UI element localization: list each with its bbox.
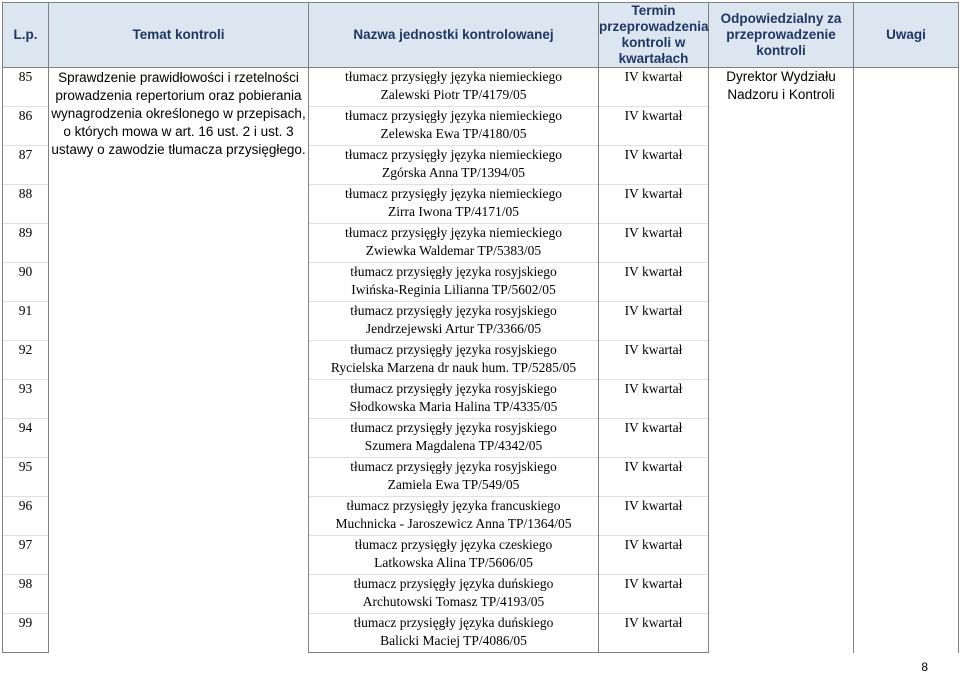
row-unit bbox=[309, 419, 599, 458]
unit-name: Archutowski Tomasz TP/4193/05 bbox=[362, 594, 545, 609]
unit-type: tłumacz przysięgły języka niemieckiego bbox=[344, 108, 563, 123]
row-term: IV kwartał bbox=[599, 302, 709, 341]
row-lp: 87 bbox=[3, 146, 49, 185]
row-term: IV kwartał bbox=[599, 458, 709, 497]
row-lp: 91 bbox=[3, 302, 49, 341]
unit-name: Słodkowska Maria Halina TP/4335/05 bbox=[349, 399, 558, 414]
row-lp: 86 bbox=[3, 107, 49, 146]
table-header-row bbox=[3, 3, 959, 68]
row-lp: 99 bbox=[3, 614, 49, 653]
row-term: IV kwartał bbox=[599, 146, 709, 185]
row-unit bbox=[309, 107, 599, 146]
row-unit bbox=[309, 380, 599, 419]
unit-type: tłumacz przysięgły języka duńskiego bbox=[353, 576, 554, 591]
row-lp: 90 bbox=[3, 263, 49, 302]
inspection-plan-table bbox=[2, 2, 959, 653]
unit-type: tłumacz przysięgły języka niemieckiego bbox=[344, 147, 563, 162]
unit-type: tłumacz przysięgły języka rosyjskiego bbox=[350, 381, 557, 396]
unit-name: Rycielska Marzena dr nauk hum. TP/5285/05 bbox=[330, 360, 577, 375]
unit-type: tłumacz przysięgły języka rosyjskiego bbox=[350, 264, 557, 279]
unit-name: Szumera Magdalena TP/4342/05 bbox=[364, 438, 543, 453]
row-unit bbox=[309, 341, 599, 380]
notes-cell bbox=[854, 68, 959, 653]
unit-type: tłumacz przysięgły języka niemieckiego bbox=[344, 69, 563, 84]
row-term: IV kwartał bbox=[599, 614, 709, 653]
topic-cell bbox=[49, 68, 309, 653]
row-unit bbox=[309, 614, 599, 653]
unit-name: Zalewski Piotr TP/4179/05 bbox=[380, 87, 527, 102]
row-term: IV kwartał bbox=[599, 185, 709, 224]
header-topic: Temat kontroli bbox=[49, 3, 309, 68]
unit-name: Balicki Maciej TP/4086/05 bbox=[380, 633, 527, 648]
responsible-cell bbox=[709, 68, 854, 653]
row-term: IV kwartał bbox=[599, 68, 709, 107]
unit-type: tłumacz przysięgły języka niemieckiego bbox=[344, 225, 563, 240]
row-unit bbox=[309, 263, 599, 302]
row-term: IV kwartał bbox=[599, 224, 709, 263]
row-term: IV kwartał bbox=[599, 536, 709, 575]
row-unit bbox=[309, 146, 599, 185]
row-unit bbox=[309, 458, 599, 497]
row-term: IV kwartał bbox=[599, 263, 709, 302]
unit-name: Muchnicka - Jaroszewicz Anna TP/1364/05 bbox=[335, 516, 572, 531]
row-term: IV kwartał bbox=[599, 497, 709, 536]
header-responsible: Odpowiedzialny za przeprowadzenie kontroli bbox=[709, 3, 854, 68]
unit-name: Zwiewka Waldemar TP/5383/05 bbox=[365, 243, 542, 258]
row-term: IV kwartał bbox=[599, 341, 709, 380]
unit-type: tłumacz przysięgły języka czeskiego bbox=[354, 537, 553, 552]
row-unit bbox=[309, 536, 599, 575]
unit-name: Jendrzejewski Artur TP/3366/05 bbox=[365, 321, 542, 336]
unit-type: tłumacz przysięgły języka rosyjskiego bbox=[350, 459, 557, 474]
unit-name: Zgórska Anna TP/1394/05 bbox=[382, 165, 525, 180]
row-unit bbox=[309, 497, 599, 536]
row-unit bbox=[309, 224, 599, 263]
row-lp: 96 bbox=[3, 497, 49, 536]
row-lp: 93 bbox=[3, 380, 49, 419]
unit-name: Latkowska Alina TP/5606/05 bbox=[374, 555, 533, 570]
row-lp: 95 bbox=[3, 458, 49, 497]
unit-type: tłumacz przysięgły języka rosyjskiego bbox=[350, 303, 557, 318]
row-lp: 88 bbox=[3, 185, 49, 224]
row-term: IV kwartał bbox=[599, 107, 709, 146]
row-term: IV kwartał bbox=[599, 380, 709, 419]
unit-name: Iwińska-Reginia Lilianna TP/5602/05 bbox=[351, 282, 556, 297]
table-row bbox=[3, 68, 959, 107]
unit-name: Zirra Iwona TP/4171/05 bbox=[388, 204, 519, 219]
unit-type: tłumacz przysięgły języka niemieckiego bbox=[344, 186, 563, 201]
row-unit bbox=[309, 575, 599, 614]
page-number: 8 bbox=[921, 660, 928, 674]
row-lp: 85 bbox=[3, 68, 49, 107]
topic-text: Sprawdzenie prawidłowości i rzetelności prowadzenia repertorium oraz pobierania wynagrodzenia określonego w przepisach, o których mowa w art. 16 ust. 2 i ust. 3 ustawy o zawodzie tłumacza przysięgłego. bbox=[51, 70, 306, 157]
unit-type: tłumacz przysięgły języka duńskiego bbox=[353, 615, 554, 630]
responsible-text: Dyrektor Wydziału Nadzoru i Kontroli bbox=[726, 69, 836, 102]
row-lp: 89 bbox=[3, 224, 49, 263]
row-lp: 92 bbox=[3, 341, 49, 380]
unit-type: tłumacz przysięgły języka francuskiego bbox=[346, 498, 561, 513]
row-term: IV kwartał bbox=[599, 419, 709, 458]
unit-name: Zamiela Ewa TP/549/05 bbox=[387, 477, 520, 492]
row-unit bbox=[309, 68, 599, 107]
row-unit bbox=[309, 302, 599, 341]
header-notes: Uwagi bbox=[854, 3, 959, 68]
row-lp: 98 bbox=[3, 575, 49, 614]
row-lp: 94 bbox=[3, 419, 49, 458]
row-unit bbox=[309, 185, 599, 224]
header-unit: Nazwa jednostki kontrolowanej bbox=[309, 3, 599, 68]
unit-type: tłumacz przysięgły języka rosyjskiego bbox=[350, 342, 557, 357]
row-lp: 97 bbox=[3, 536, 49, 575]
row-term: IV kwartał bbox=[599, 575, 709, 614]
header-lp: L.p. bbox=[3, 3, 49, 68]
unit-type: tłumacz przysięgły języka rosyjskiego bbox=[350, 420, 557, 435]
header-term: Termin przeprowadzenia kontroli w kwartałach bbox=[599, 3, 709, 66]
unit-name: Zelewska Ewa TP/4180/05 bbox=[380, 126, 527, 141]
